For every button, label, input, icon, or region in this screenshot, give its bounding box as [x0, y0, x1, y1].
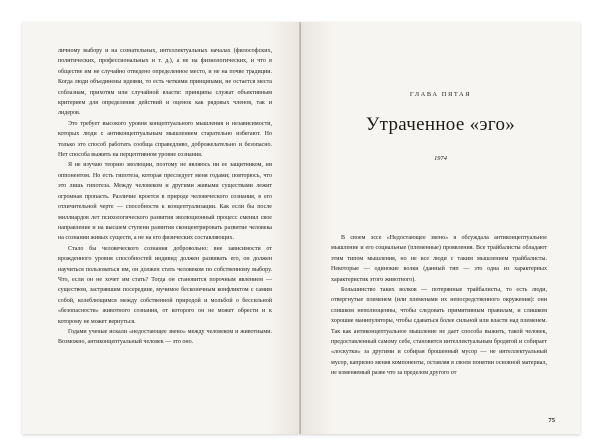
left-paragraph-3: Я не изучаю теорию эволюции, поэтому не являюсь ни ее защитником, ни оппонентом. Но есть гипотеза, которая преследует меня годами; повторюсь, что это лишь гипотеза. Между человеком и другими живыми существами лежит огромная пропасть. Различие кроется в природе человеческого сознания, в его отличительной черте — способности к концептуализации. Как если бы после миллиардов лет психологического развития эволюционный процесс сменил свое направление и на высшем ступени развития сконцентрировать развитие человека на сознании живых существ, а не на его физических составляющих.: [58, 162, 272, 242]
chapter-year: 1974: [434, 155, 447, 162]
right-paragraph-1: В своем эссе «Недостающее звено» я обсуждала антиконцептуальное мышление и его социальные (племенные) проявления. Все трайбалисты обладают этим типом мышления, но не все люди с таким мышлением трайбалисты. Некоторые — одинокие волки (данный тип — это одна из характерных характеристик этого животного).: [331, 235, 547, 283]
chapter-title: Утраченное «эго»: [365, 114, 516, 135]
left-paragraph-2: Это требует высокого уровня концептуального мышления и независимости, которых люди с антиконцептуальным мышлением старательно избегают. Но только это способ работать сообща справедливо, доброжелательно и безопасно. Нет способа выжить на перцептивном уровне сознания.: [58, 120, 272, 159]
left-page-text: [58, 46, 272, 348]
right-paragraph-2: Большинство таких волков — потерянные трайбалисты, то есть люди, отвергнутые племенем (или племенами их непосредственного окружения): они слишком неполноценны, чтобы следовать примитивным правилам, и слишком хорошие манипуляторы, чтобы сдаваться более сильной или власти над племенем. Так как антиконцептуальное мышление не дает способа выжить, такой человек, предоставленный самому себе, становится интеллектуальным бродягой и собирает «лоскутки» за другими и собирая брошенный мусор — не интеллектуальный мусор, капризно меняя компоненты, оставляя в своем понятии основной материал, не изменяемый разве что за пределом другого от: [331, 287, 547, 377]
left-paragraph-4: Стало бы человеческого сознания добровольно: вне зависимости от врожденного уровня способностей индивид должен развивать его, он должен научиться пользоваться им, он должен стать человеком по собственному выбору. Что, если он не хочет им стать? Тогда он становится порочным явлением — существом, застрявшим посередине, мучимое бесконечным конфликтом с самим собой, колеблющимся между собственной природой и мольбой о бессильной «безопасности» животного сознания, от которого он не может обрести и к которому не может вернуться.: [58, 245, 272, 325]
left-page: [22, 22, 301, 434]
page-number: 75: [548, 417, 555, 424]
right-page-text: [331, 233, 547, 379]
right-page: [301, 22, 580, 434]
left-paragraph-5: Годами ученые искали «недостающее звено» между человеком и животными. Возможно, антиконцептуальный человек — это оно.: [58, 328, 272, 346]
chapter-label: ГЛАВА ПЯТАЯ: [409, 91, 472, 98]
left-paragraph-1: личному выбору и на сознательных, интеллектуальных началах (философских, политических, профессиональных и т. д.), а не на физиологических, и что в обществе им не случайно отведено определенное место, и не на почве традиции. Когда люди объединены идеями, то есть четкими принципами, не остается места соблазнам, прихотям или случайной власти: принципы служат объективным критерием для определения действий и оценок как рядовых членов, так и лидеров.: [58, 48, 272, 117]
